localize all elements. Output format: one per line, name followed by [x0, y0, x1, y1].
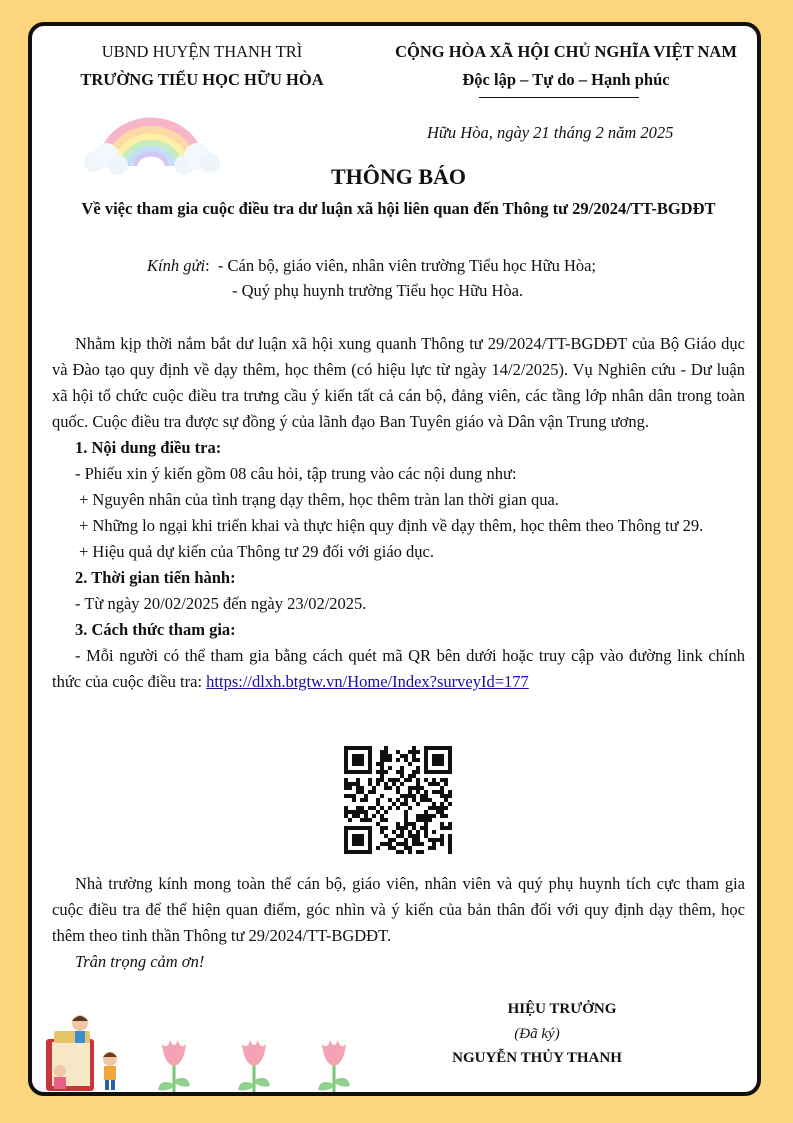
list-item: + Những lo ngại khi triển khai và thực hiện quy định về dạy thêm, học thêm theo Thông tư 29.: [79, 516, 704, 535]
page-title: THÔNG BÁO: [330, 164, 467, 189]
signature-title: HIỆU TRƯỞNG: [507, 1001, 617, 1017]
thanks-text: Trân trọng cảm ơn!: [75, 952, 205, 971]
section-2-heading: 2. Thời gian tiến hành:: [75, 568, 236, 587]
tulip-icon: [150, 1034, 198, 1096]
section-1-lead: - Phiếu xin ý kiến gồm 08 câu hỏi, tập trung vào các nội dung như:: [75, 464, 517, 483]
page-subtitle: Về việc tham gia cuộc điều tra dư luận xã hội liên quan đến Thông tư 29/2024/TT-BGDĐT: [81, 199, 716, 218]
survey-link[interactable]: https://dlxh.btgtw.vn/Home/Index?surveyId=177: [206, 672, 529, 691]
section-1-heading: 1. Nội dung điều tra:: [75, 438, 222, 457]
list-item: + Hiệu quả dự kiến của Thông tư 29 đối với giáo dục.: [79, 542, 435, 561]
motto-underline: [479, 97, 639, 98]
section-3-text: [52, 643, 745, 695]
list-item: + Nguyên nhân của tình trạng dạy thêm, học thêm tràn lan thời gian qua.: [79, 490, 559, 509]
section-3-heading: 3. Cách thức tham gia:: [75, 620, 236, 639]
section-3-instruction: - Mỗi người có thể tham gia bằng cách quét mã QR bên dưới hoặc truy cập vào đường link chính thức của cuộc điều tra:: [52, 646, 745, 691]
tulip-icon: [310, 1034, 358, 1096]
recipients-label: Kính gửi: [147, 256, 206, 275]
agency-name: UBND HUYỆN THANH TRÌ: [101, 42, 303, 61]
national-title: CỘNG HÒA XÃ HỘI CHỦ NGHĨA VIỆT NAM: [395, 42, 737, 61]
issue-date: Hữu Hòa, ngày 21 tháng 2 năm 2025: [427, 123, 674, 142]
tulip-icon: [230, 1034, 278, 1096]
qr-code[interactable]: [344, 746, 452, 854]
national-motto: Độc lập – Tự do – Hạnh phúc: [462, 70, 670, 89]
book-kids-icon: [40, 1011, 130, 1096]
notice-body: [52, 331, 745, 695]
closing-section: [52, 871, 745, 975]
intro-paragraph: Nhằm kịp thời nắm bắt dư luận xã hội xung quanh Thông tư 29/2024/TT-BGDĐT của Bộ Giáo dục và Đào tạo quy định về dạy thêm, học thêm (có hiệu lực từ ngày 14/2/2025). Vụ Nghiên cứu - Dư luận xã hội tổ chức cuộc điều tra trưng cầu ý kiến tất cả cán bộ, đảng viên, các tầng lớp nhân dân trong toàn quốc. Cuộc điều tra được sự đồng ý của lãnh đạo Ban Tuyên giáo và Dân vận Trung ương.: [52, 334, 745, 431]
signer-name: NGUYỄN THỦY THANH: [452, 1050, 622, 1066]
closing-paragraph: Nhà trường kính mong toàn thể cán bộ, giáo viên, nhân viên và quý phụ huynh tích cực tham gia cuộc điều tra để thể hiện quan điểm, góc nhìn và ý kiến của bản thân đối với quy định dạy thêm, học thêm theo tinh thần Thông tư 29/2024/TT-BGDĐT.: [52, 874, 745, 945]
recipients-line-1: Kính gửi: - Cán bộ, giáo viên, nhân viên trường Tiểu học Hữu Hòa;: [147, 256, 597, 275]
school-name: TRƯỜNG TIỂU HỌC HỮU HÒA: [80, 70, 324, 89]
signature-note: (Đã ký): [514, 1026, 560, 1042]
section-2-text: - Từ ngày 20/02/2025 đến ngày 23/02/2025.: [75, 594, 367, 613]
recipient-parents: - Quý phụ huynh trường Tiểu học Hữu Hòa.: [232, 281, 524, 300]
notice-page: [28, 22, 761, 1096]
recipient-staff: - Cán bộ, giáo viên, nhân viên trường Tiểu học Hữu Hòa;: [217, 256, 597, 275]
